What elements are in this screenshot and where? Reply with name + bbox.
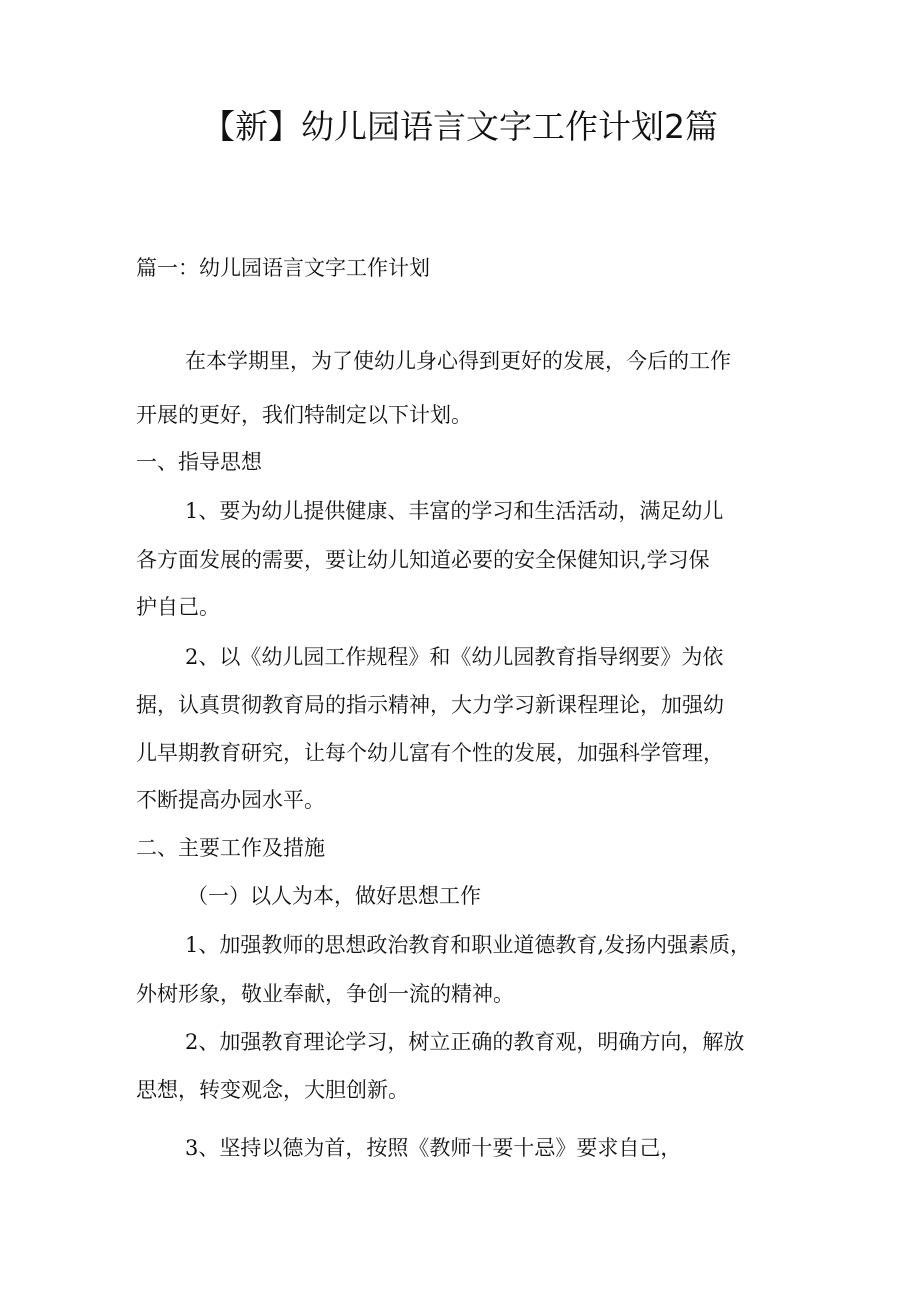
section1-heading: 一、指导思想 [136, 450, 262, 474]
s2-item2-line-2: 思想，转变观念，大胆创新。 [136, 1078, 409, 1102]
s1-item2-line-3: 儿早期教育研究，让每个幼儿富有个性的发展，加强科学管理， [136, 741, 724, 765]
section-subtitle: 篇一：幼儿园语言文字工作计划 [136, 256, 430, 280]
intro-line-1: 在本学期里，为了使幼儿身心得到更好的发展，今后的工作 [185, 349, 731, 373]
s1-item1-line-2: 各方面发展的需要，要让幼儿知道必要的安全保健知识,学习保 [136, 548, 710, 572]
section2-heading: 二、主要工作及措施 [136, 836, 325, 860]
s1-item2-line-1: 2、以《幼儿园工作规程》和《幼儿园教育指导纲要》为依 [185, 645, 724, 669]
s2-item3-line-1: 3、坚持以德为首，按照《教师十要十忌》要求自己， [185, 1136, 682, 1160]
s1-item2-line-4: 不断提高办园水平。 [136, 788, 325, 812]
s1-item1-line-1: 1、要为幼儿提供健康、丰富的学习和生活活动，满足幼儿 [185, 499, 724, 523]
s2-sub1-heading: （一）以人为本，做好思想工作 [187, 884, 481, 908]
s1-item1-line-3: 护自己。 [136, 595, 220, 619]
s2-item1-line-2: 外树形象，敬业奉献，争创一流的精神。 [136, 982, 514, 1006]
s1-item2-line-2: 据，认真贯彻教育局的指示精神，大力学习新课程理论，加强幼 [136, 693, 724, 717]
document-title: 【新】幼儿园语言文字工作计划2篇 [202, 107, 718, 146]
s2-item1-line-1: 1、加强教师的思想政治教育和职业道德教育,发扬内强素质， [185, 933, 752, 957]
intro-line-2: 开展的更好，我们特制定以下计划。 [136, 403, 472, 427]
s2-item2-line-1: 2、加强教育理论学习，树立正确的教育观，明确方向，解放 [185, 1030, 745, 1054]
